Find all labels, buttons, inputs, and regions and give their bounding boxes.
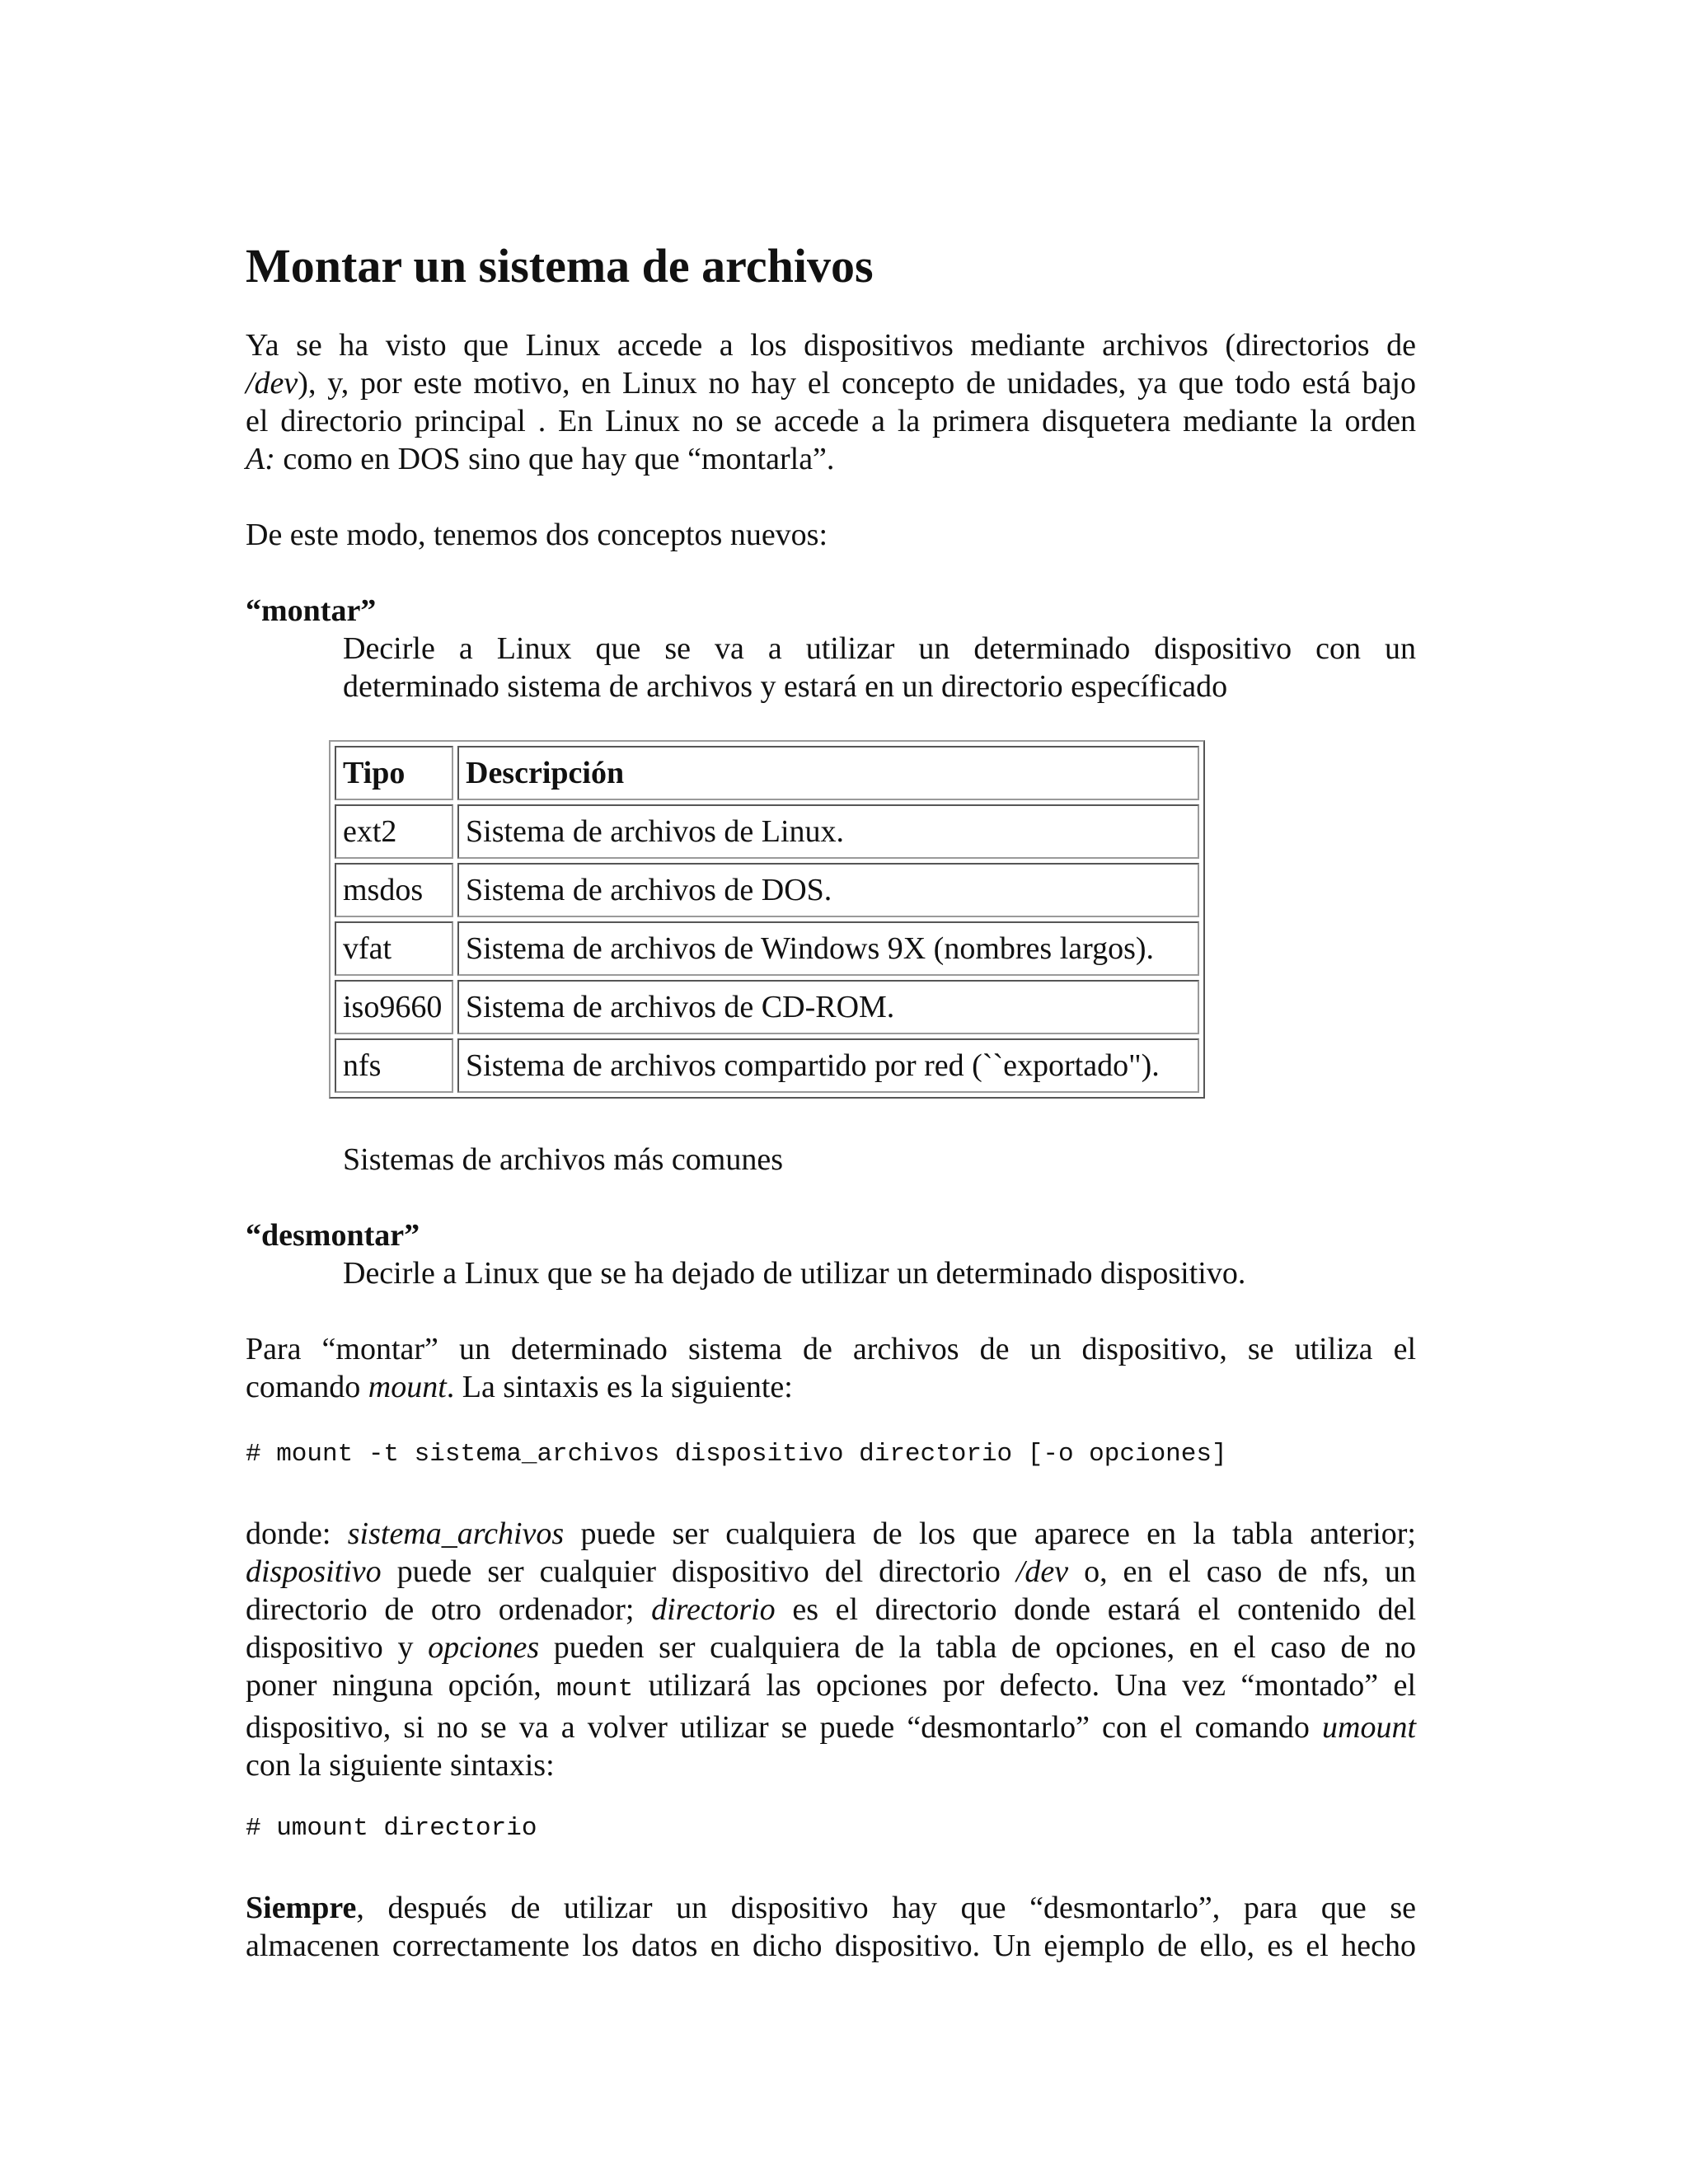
siempre-paragraph: Siempre, después de utilizar un dispositivo hay que “desmontarlo”, para que se almacenen correctamente los datos en dicho dispositivo. Un ejemplo de ello, es el hecho <box>246 1891 1416 1963</box>
table-row <box>335 863 1199 917</box>
filesystems-table <box>329 740 1205 1099</box>
cell-descripcion: Sistema de archivos de Linux. <box>457 804 1199 859</box>
intro-line-4: A: como en DOS sino que hay que “montarla”. <box>246 442 835 476</box>
table-row <box>335 804 1199 859</box>
donde-paragraph: donde: sistema_archivos puede ser cualquiera de los que aparece en la tabla anterior; dispositivo puede ser cualquier dispositivo del directorio /dev o, en el caso de nfs, un directorio de otro ordenador; directorio es el directorio donde estará el contenido del dispositivo y opciones pueden ser cualquiera de la tabla de opciones, en el caso de no poner ninguna opción, mount utilizará las opciones por defecto. Una vez “montado” el dispositivo, si no se va a volver utilizar se puede “desmontarlo” con el comando umount con la siguiente sintaxis: <box>246 1516 1417 1783</box>
cell-tipo: nfs <box>335 1038 453 1093</box>
mount-inline-code: mount <box>556 1675 634 1704</box>
umount-command-name: umount <box>1322 1710 1416 1745</box>
term-desmontar: “desmontar” <box>246 1218 420 1253</box>
cell-tipo: vfat <box>335 921 453 976</box>
table-row <box>335 980 1199 1034</box>
cell-descripcion: Sistema de archivos de CD-ROM. <box>457 980 1199 1034</box>
concepts-intro: De este modo, tenemos dos conceptos nuevos: <box>246 518 828 552</box>
intro-line-3: el directorio principal . En Linux no se accede a la primera disquetera mediante la orden <box>246 404 1416 438</box>
table-header-row <box>335 746 1199 800</box>
umount-syntax: # umount directorio <box>246 1814 537 1843</box>
cell-tipo: msdos <box>335 863 453 917</box>
montar-definition: Decirle a Linux que se va a utilizar un determinado dispositivo con un determinado sistema de archivos y estará en un directorio específicado <box>343 631 1416 704</box>
term-montar: “montar” <box>246 593 377 628</box>
table-row <box>335 1038 1199 1093</box>
intro-line-2: /dev), y, por este motivo, en Linux no hay el concepto de unidades, ya que todo está bajo <box>246 366 1416 401</box>
page-title: Montar un sistema de archivos <box>246 239 874 293</box>
cell-descripcion: Sistema de archivos de Windows 9X (nombres largos). <box>457 921 1199 976</box>
cell-descripcion: Sistema de archivos de DOS. <box>457 863 1199 917</box>
desmontar-definition: Decirle a Linux que se ha dejado de utilizar un determinado dispositivo. <box>343 1256 1246 1291</box>
header-tipo: Tipo <box>335 746 453 800</box>
siempre-bold: Siempre <box>246 1891 357 1925</box>
intro-line-1: Ya se ha visto que Linux accede a los dispositivos mediante archivos (directorios de <box>246 328 1416 363</box>
drive-letter: A: <box>246 442 275 476</box>
cell-descripcion: Sistema de archivos compartido por red (``exportado"). <box>457 1038 1199 1093</box>
header-descripcion: Descripción <box>457 746 1199 800</box>
mount-paragraph: Para “montar” un determinado sistema de archivos de un dispositivo, se utiliza el comando mount. La sintaxis es la siguiente: <box>246 1332 1416 1404</box>
mount-command-name: mount <box>368 1370 447 1404</box>
cell-tipo: iso9660 <box>335 980 453 1034</box>
dev-path: /dev <box>246 366 298 401</box>
mount-syntax: # mount -t sistema_archivos dispositivo directorio [-o opciones] <box>246 1440 1227 1469</box>
table-row <box>335 921 1199 976</box>
intro-paragraph <box>246 326 1416 478</box>
table-caption: Sistemas de archivos más comunes <box>343 1142 784 1177</box>
cell-tipo: ext2 <box>335 804 453 859</box>
